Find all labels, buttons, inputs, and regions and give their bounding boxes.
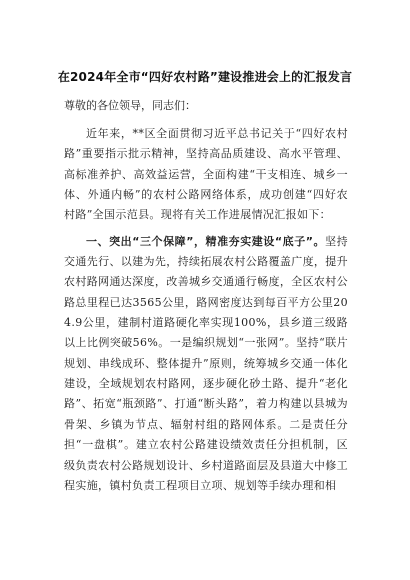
paragraph-section-one	[64, 232, 348, 496]
paragraph-text: 坚持交通先行、以建为先，持续拓展农村公路覆盖广度，提升农村路网通达深度，改善城乡交通通行畅度，全区农村公路总里程已达3565公里，路网密度达到每百平方公里204.9公里，建制村道路硬化率实现100%，县乡道三级路以上比例突破56%。一是编织规划“一张网”。坚持“联片规划、串线成环、整体提升”原则，统筹城乡交通一体化建设，全域规划农村路网，逐步硬化砂土路、提升“老化路”、拓宽“瓶颈路”、打通“断头路”，着力构建以县城为骨架、乡镇为节点、辐射村组的路网体系。二是责任分担“一盘棋”。建立农村公路建设绩效责任分担机制，区级负责农村公路规划设计、乡村道路面层及县道大中修工程实施，镇村负责工程项目立项、规划等手续办理和相	[64, 234, 348, 492]
paragraph-intro	[64, 124, 348, 226]
paragraph-text: 近年来，**区全面贯彻习近平总书记关于“四好农村路”重要指示批示精神，坚持高品质建设、高水平管理、高标准养护、高效益运营，全面构建“干支相连、城乡一体、外通内畅”的农村公路网络体系，成功创建“四好农村路”全国示范县。现将有关工作进展情况汇报如下：	[64, 127, 348, 222]
salutation: 尊敬的各位领导，同志们：	[64, 99, 196, 112]
section-heading: 一、突出“三个保障”，精准夯实建设“底子”。	[86, 234, 326, 248]
document-body	[64, 124, 348, 502]
document-title: 在2024年全市“四好农村路”建设推进会上的汇报发言	[57, 70, 353, 84]
